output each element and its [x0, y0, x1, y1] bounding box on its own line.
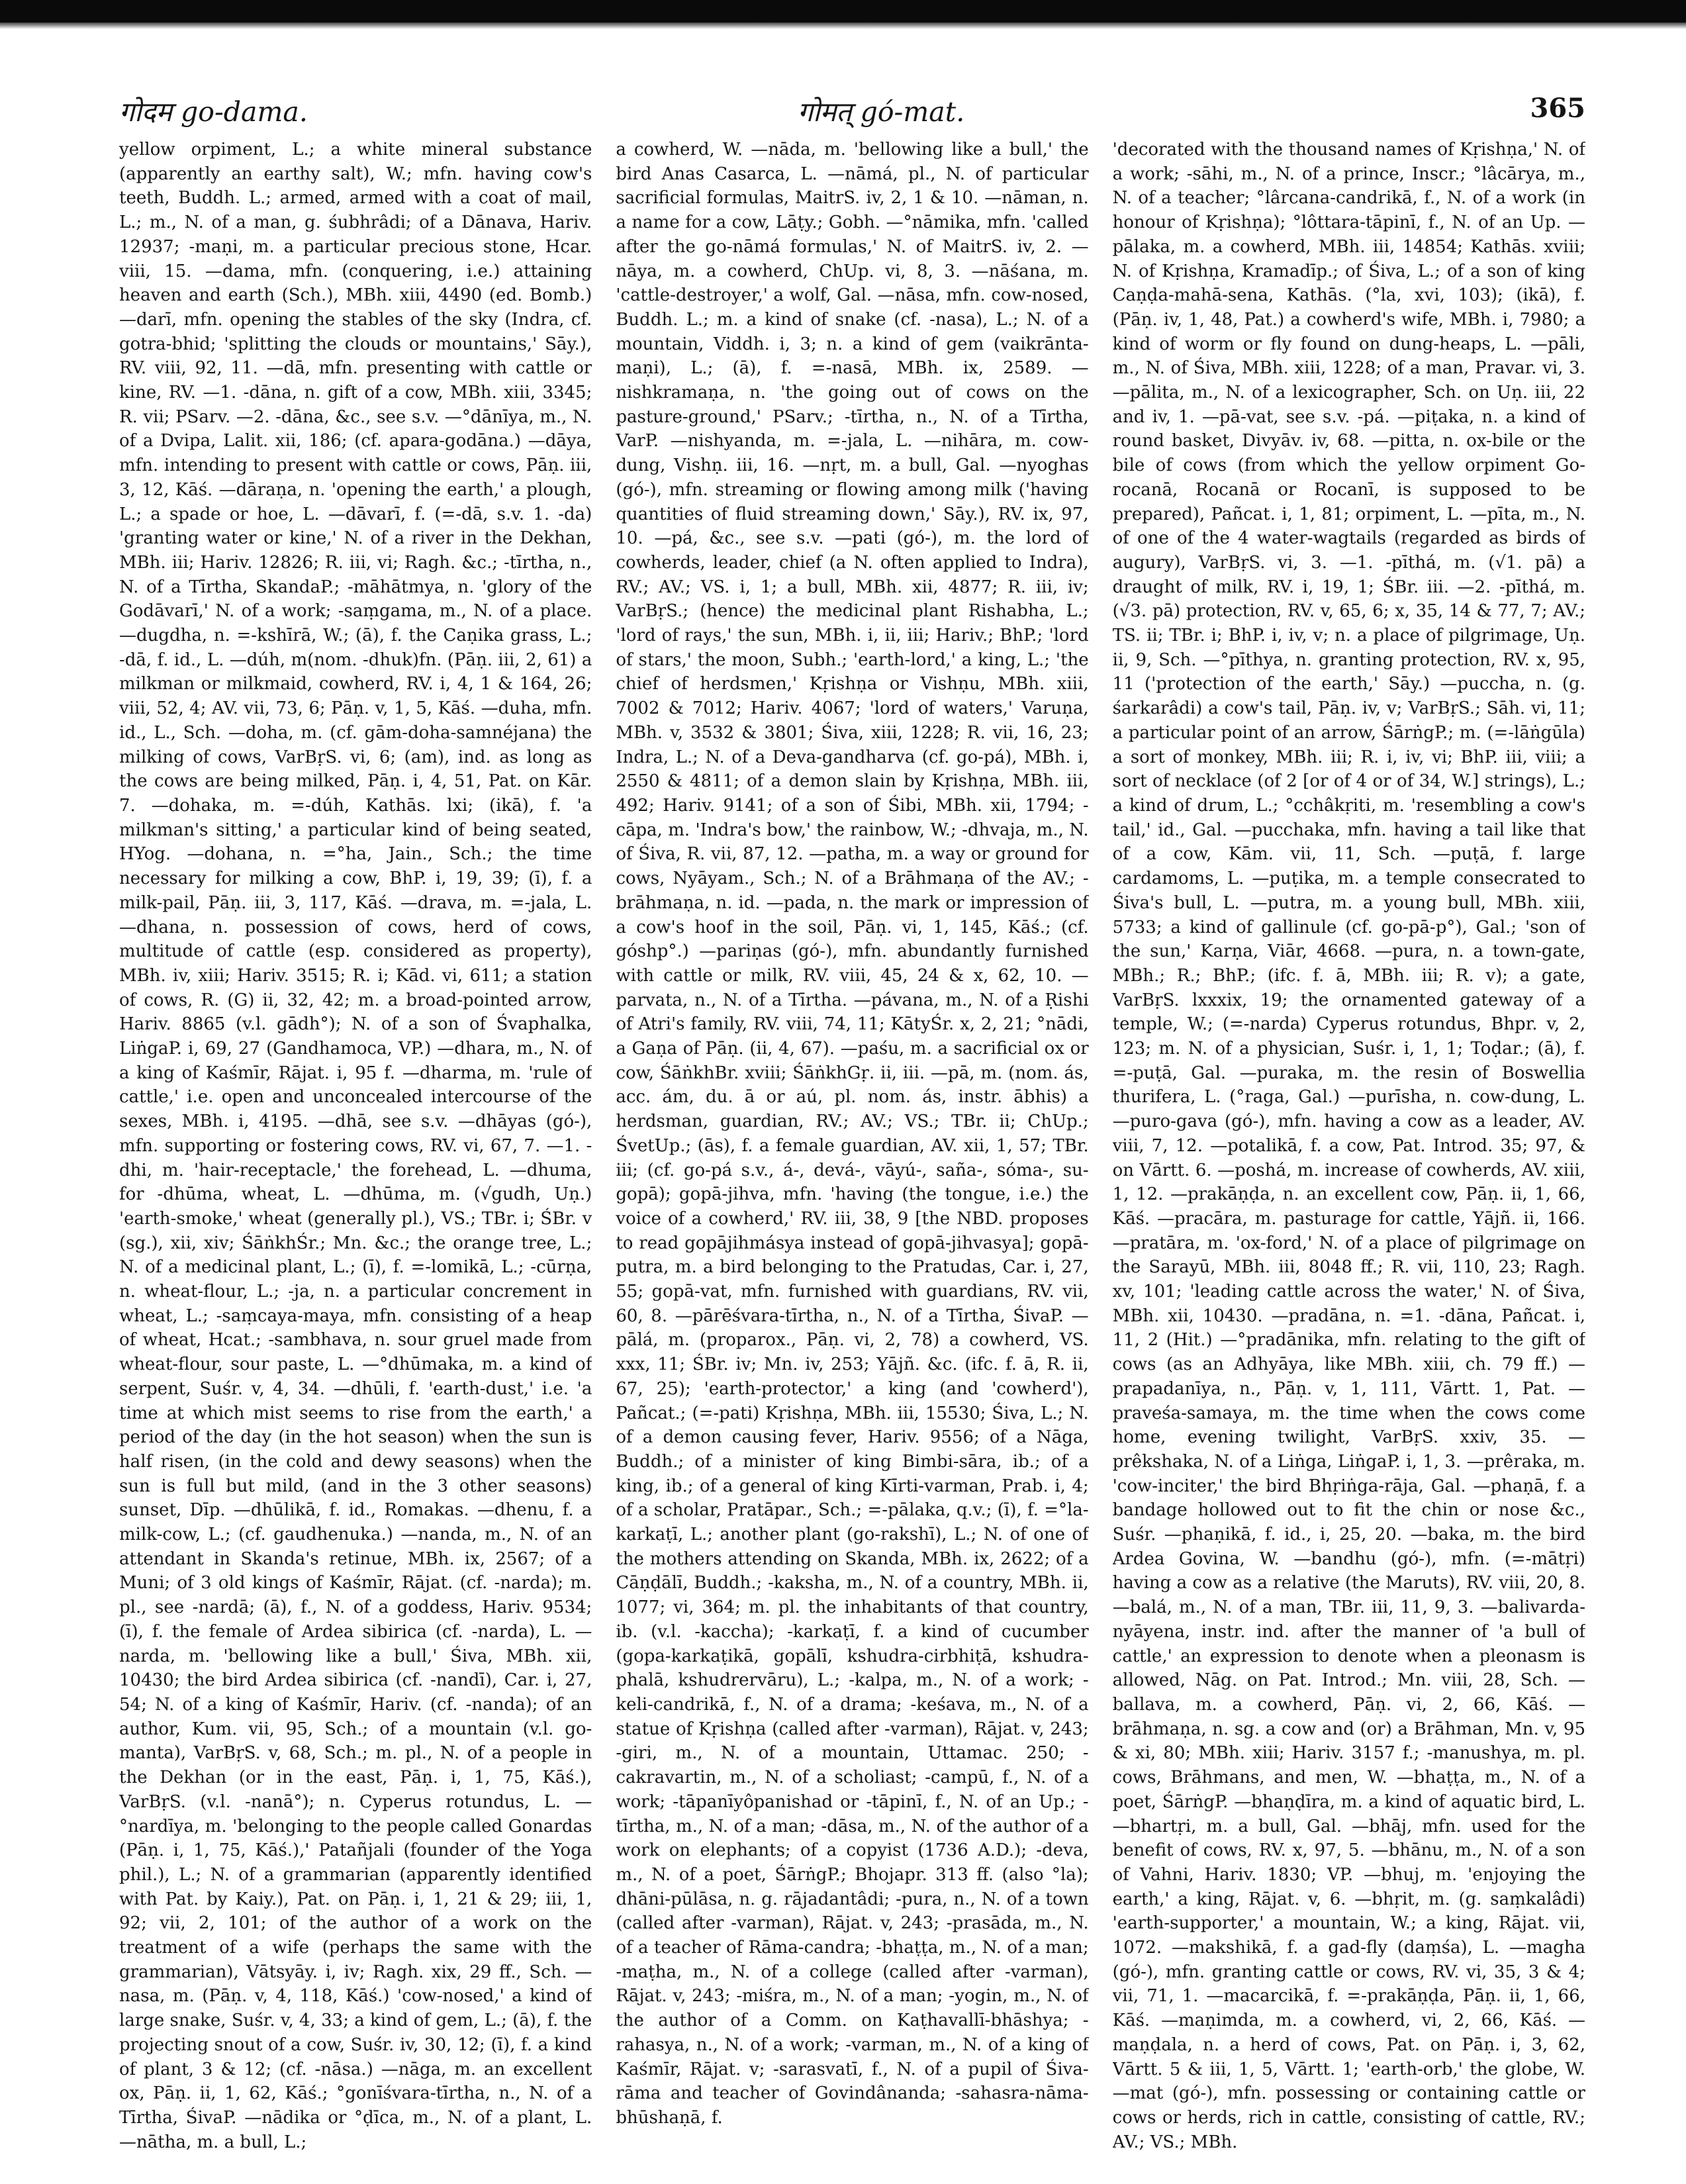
column-middle-text: a cowherd, W. —nāda, m. 'bellowing like a bull,' the bird Anas Casarca, L. —nāmá, pl., N. of particular sacrificial formulas, MaitrS. iv, 2, 1 & 10. —nāman, n. a name for a cow, Lāṭy.; Gobh. —°nāmika, mfn. 'called after the go-nāmá formulas,' N. of MaitrS. iv, 2. —nāya, m. a cowherd, ChUp. vi, 8, 3. —nāśana, m. 'cattle-destroyer,' a wolf, Gal. —nāsa, mfn. cow-nosed, Buddh. L.; m. a kind of snake (cf. -nasa), L.; N. of a mountain, Viddh. i, 3; n. a kind of gem (vaikrānta-maṇi), L.; (ā), f. =-nasā, MBh. ix, 2589. —nishkramaṇa, n. 'the going out of cows on the pasture-ground,' PSarv.; -tīrtha, n., N. of a Tīrtha, VarP. —nishyanda, m. =-jala, L. —nihāra, m. cow-dung, Vishṇ. iii, 16. —nṛt, m. a bull, Gal. —nyoghas (gó-), mfn. streaming or flowing among milk ('having quantities of fluid streaming down,' Sāy.), RV. ix, 97, 10. —pá, &c., see s.v. —pati (gó-), m. the lord of cowherds, leader, chief (a N. often applied to Indra), RV.; AV.; VS. i, 1; a bull, MBh. xii, 4877; R. iii, iv; VarBṛS.; (hence) the medicinal plant Rishabha, L.; 'lord of rays,' the sun, MBh. i, ii, iii; Hariv.; BhP.; 'lord of stars,' the moon, Subh.; 'earth-lord,' a king, L.; 'the chief of herdsmen,' Kṛishṇa or Vishṇu, MBh. xiii, 7002 & 7012; Hariv. 4067; 'lord of waters,' Varuṇa, MBh. v, 3532 & 3801; Śiva, xiii, 1228; R. vii, 16, 23; Indra, L.; N. of a Deva-gandharva (cf. go-pá), MBh. i, 2550 & 4811; of a demon slain by Kṛishṇa, MBh. iii, 492; Hariv. 9141; of a son of Śibi, MBh. xii, 1794; -cāpa, m. 'Indra's bow,' the rainbow, W.; -dhvaja, m., N. of Śiva, R. vii, 87, 12. —patha, m. a way or ground for cows, Nyāyam., Sch.; N. of a Brāhmaṇa of the AV.; -brāhmaṇa, n. id. —pada, n. the mark or impression of a cow's hoof in the soil, Pāṇ. vi, 1, 145, Kāś.; (cf. góshp°.) —pariṇas (gó-), mfn. abundantly furnished with cattle or milk, RV. viii, 45, 24 & x, 62, 10. —parvata, n., N. of a Tīrtha. —pávana, m., N. of a Ṛishi of Atri's family, RV. viii, 74, 11; KātyŚr. x, 2, 21; °nādi, a Gaṇa of Pāṇ. (ii, 4, 67). —paśu, m. a sacrificial ox or cow, ŚāṅkhBr. xviii; ŚāṅkhGṛ. ii, iii. —pā, m. (nom. ás, acc. ám, du. ā or aú, pl. nom. ás, instr. ābhis) a herdsman, guardian, RV.; AV.; VS.; TBr. ii; ChUp.; ŚvetUp.; (ās), f. a female guardian, AV. xii, 1, 57; TBr. iii; (cf. go-pá s.v., á-, devá-, vāyú-, saña-, sóma-, su-gopā); gopā-jihva, mfn. 'having (the tongue, i.e.) the voice of a cowherd,' RV. iii, 38, 9 [the NBD. proposes to read gopājihmásya instead of gopā-jihvasya]; gopā-putra, m. a bird belonging to the Pratudas, Car. i, 27, 55; gopā-vat, mfn. furnished with guardians, RV. vii, 60, 8. —pārēśvara-tīrtha, n., N. of a Tīrtha, ŚivaP. —pālá, m. (proparox., Pāṇ. vi, 2, 78) a cowherd, VS. xxx, 11; ŚBr. iv; Mn. iv, 253; Yājñ. &c. (ifc. f. ā, R. ii, 67, 25); 'earth-protector,' a king (and 'cowherd'), Pañcat.; (=-pati) Kṛishṇa, MBh. iii, 15530; Śiva, L.; N. of a demon causing fever, Hariv. 9556; of a Nāga, Buddh.; of a minister of king Bimbi-sāra, ib.; of a king, ib.; of a general of king Kīrti-varman, Prab. i, 4; of a scholar, Pratāpar., Sch.; =-pālaka, q.v.; (ī), f. =°la-karkaṭī, L.; another plant (go-rakshī), L.; N. of one of the mothers attending on Skanda, MBh. ix, 2622; of a Cāṇḍālī, Buddh.; -kaksha, m., N. of a country, MBh. ii, 1077; vi, 364; m. pl. the inhabitants of that country, ib. (v.l. -kaccha); -karkaṭī, f. a kind of cucumber (gopa-karkaṭikā, gopālī, kshudra-cirbhiṭā, kshudra-phalā, kshudrervāru), L.; -kalpa, m., N. of a work; -keli-candrikā, f., N. of a drama; -keśava, m., N. of a statue of Kṛishṇa (called after -varman), Rājat. v, 243; -giri, m., N. of a mountain, Uttamac. 250; -cakravartin, m., N. of a scholiast; -campū, f., N. of a work; -tāpanīyôpanishad or -tāpinī, f., N. of an Up.; -tīrtha, m., N. of a man; -dāsa, m., N. of the author of a work on elephants; of a copyist (1736 A.D.); -deva, m., N. of a poet, ŚārṅgP.; Bhojapr. 313 ff. (also °la); dhāni-pūlāsa, n. g. rājadantâdi; -pura, n., N. of a town (called after -varman), Rājat. v, 243; -prasāda, m., N. of a teacher of Rāma-candra; -bhaṭṭa, m., N. of a man; -maṭha, m., N. of a college (called after -varman), Rājat. v, 243; -miśra, m., N. of a man; -yogin, m., N. of the author of a Comm. on Kaṭhavallī-bhāshya; -rahasya, n., N. of a work; -varman, m., N. of a king of Kaśmīr, Rājat. v; -sarasvatī, f., N. of a pupil of Śiva-rāma and teacher of Govindânanda; -sahasra-nāma-bhūshaṇā, f. [616, 140, 1089, 2128]
column-right-text: 'decorated with the thousand names of Kṛishṇa,' N. of a work; -sāhi, m., N. of a prince, Inscr.; °lâcārya, m., N. of a teacher; °lârcana-candrikā, f., N. of a work (in honour of Kṛishṇa); °lôttara-tāpinī, f., N. of an Up. —pālaka, m. a cowherd, MBh. iii, 14854; Kathās. xviii; N. of Kṛishṇa, Kramadīp.; of Śiva, L.; of a son of king Caṇḍa-mahā-sena, Kathās. (°la, xvi, 103); (ikā), f. (Pāṇ. iv, 1, 48, Pat.) a cowherd's wife, MBh. i, 7980; a kind of worm or fly found on dung-heaps, L. —pāli, m., N. of Śiva, MBh. xiii, 1228; of a man, Pravar. vi, 3. —pālita, m., N. of a lexicographer, Sch. on Uṇ. iii, 22 and iv, 1. —pā-vat, see s.v. -pá. —piṭaka, n. a kind of round basket, Divyāv. iv, 68. —pitta, n. ox-bile or the bile of cows (from which the yellow orpiment Go-rocanā, Rocanā or Rocanī, is supposed to be prepared), Pañcat. i, 1, 81; orpiment, L. —pīta, m., N. of one of the 4 water-wagtails (regarded as birds of augury), VarBṛS. vi, 3. —1. -pīthá, m. (√1. pā) a draught of milk, RV. i, 19, 1; ŚBr. iii. —2. -pīthá, m. (√3. pā) protection, RV. v, 65, 6; x, 35, 14 & 77, 7; AV.; TS. ii; TBr. i; BhP. i, iv, v; n. a place of pilgrimage, Uṇ. ii, 9, Sch. —°pīthya, n. granting protection, RV. x, 95, 11 ('protection of the earth,' Sāy.) —puccha, n. (g. śarkarâdi) a cow's tail, Pāṇ. iv, v; VarBṛS.; Sāh. vi, 11; a particular point of an arrow, ŚārṅgP.; m. (=-lāṅgūla) a sort of monkey, MBh. iii; R. i, iv, vi; BhP. iii, viii; a sort of necklace (of 2 [or of 4 or of 34, W.] strings), L.; a kind of drum, L.; °cchâkṛiti, m. 'resembling a cow's tail,' id., Gal. —pucchaka, mfn. having a tail like that of a cow, Kām. vii, 11, Sch. —puṭā, f. large cardamoms, L. —puṭika, m. a temple consecrated to Śiva's bull, L. —putra, m. a young bull, MBh. xiii, 5733; a kind of gallinule (cf. go-pā-p°), Gal.; 'son of the sun,' Karṇa, Viār, 4668. —pura, n. a town-gate, MBh.; R.; BhP.; (ifc. f. ā, MBh. iii; R. v); a gate, VarBṛS. lxxxix, 19; the ornamented gateway of a temple, W.; (=-narda) Cyperus rotundus, Bhpr. v, 2, 123; m. N. of a physician, Suśr. i, 1, 1; Toḍar.; (ā), f. =-puṭā, Gal. —puraka, m. the resin of Boswellia thurifera, L. (°raga, Gal.) —purīsha, n. cow-dung, L. —puro-gava (gó-), mfn. having a cow as a leader, AV. viii, 7, 12. —potalikā, f. a cow, Pat. Introd. 35; 97, & on Vārtt. 6. —poshá, m. increase of cowherds, AV. xiii, 1, 12. —prakāṇḍa, n. an excellent cow, Pāṇ. ii, 1, 66, Kāś. —pracāra, m. pasturage for cattle, Yājñ. ii, 166. —pratāra, m. 'ox-ford,' N. of a place of pilgrimage on the Sarayū, MBh. iii, 8048 ff.; R. vii, 110, 23; Ragh. xv, 101; 'leading cattle across the water,' N. of Śiva, MBh. xii, 10430. —pradāna, n. =1. -dāna, Pañcat. i, 11, 2 (Hit.) —°pradānika, mfn. relating to the gift of cows (as an Adhyāya, like MBh. xiii, ch. 79 ff.) —prapadanīya, n., Pāṇ. v, 1, 111, Vārtt. 1, Pat. —praveśa-samaya, m. the time when the cows come home, evening twilight, VarBṛS. xxiv, 35. —prêkshaka, N. of a Liṅga, LiṅgaP. i, 1, 3. —prêraka, m. 'cow-inciter,' the bird Bhṛiṅga-rāja, Gal. —phaṇā, f. a bandage hollowed out to fit the chin or nose &c., Suśr. —phaṇikā, f. id., i, 25, 20. —baka, m. the bird Ardea Govina, W. —bandhu (gó-), mfn. (=-mātṛi) having a cow as a relative (the Maruts), RV. viii, 20, 8. —balá, m., N. of a man, TBr. iii, 11, 9, 3. —balivarda-nyāyena, instr. ind. after the manner of 'a bull of cattle,' an expression to denote when a pleonasm is allowed, Nāg. on Pat. Introd.; Mn. viii, 28, Sch. —ballava, m. a cowherd, Pāṇ. vi, 2, 66, Kāś. —brāhmaṇa, n. sg. a cow and (or) a Brāhman, Mn. v, 95 & xi, 80; MBh. xiii; Hariv. 3157 f.; -manushya, m. pl. cows, Brāhmans, and men, W. —bhaṭṭa, m., N. of a poet, ŚārṅgP. —bhaṇḍīra, m. a kind of aquatic bird, L. —bhartṛi, m. a bull, Gal. —bhāj, mfn. used for the benefit of cows, RV. x, 97, 5. —bhānu, m., N. of a son of Vahni, Hariv. 1830; VP. —bhuj, m. 'enjoying the earth,' a king, Rājat. v, 6. —bhṛit, m. (g. saṃkalâdi) 'earth-supporter,' a mountain, W.; a king, Rājat. vii, 1072. —makshikā, f. a gad-fly (daṃśa), L. —magha (gó-), mfn. granting cattle or cows, RV. vi, 35, 3 & 4; vii, 71, 1. —macarcikā, f. =-prakāṇḍa, Pāṇ. ii, 1, 66, Kāś. —maṇimda, m. a cowherd, vi, 2, 66, Kāś. —maṇḍala, n. a herd of cows, Pat. on Pāṇ. i, 3, 62, Vārtt. 5 & iii, 1, 5, Vārtt. 1; 'earth-orb,' the globe, W. —mat (gó-), mfn. possessing or containing cattle or cows or herds, rich in cattle, consisting of cattle, RV.; AV.; VS.; MBh. [1112, 140, 1585, 2152]
scan-top-border [0, 0, 1686, 23]
dictionary-page-body [119, 138, 1585, 2163]
scan-top-shadow [0, 23, 1686, 29]
header-center-guide-word: गोमत् gó-mat. [798, 96, 965, 128]
dictionary-column-middle [616, 138, 1088, 2163]
page-number: 365 [1530, 93, 1585, 124]
page-header [0, 93, 1686, 132]
header-left-guide-word: गोदम go-dama. [119, 96, 308, 128]
column-left-text: yellow orpiment, L.; a white mineral substance (apparently an earthy salt), W.; mfn. having cow's teeth, Buddh. L.; armed, armed with a coat of mail, L.; m., N. of a man, g. śubhrâdi; of a Dānava, Hariv. 12937; -maṇi, m. a particular precious stone, Hcar. viii, 15. —dama, mfn. (conquering, i.e.) attaining heaven and earth (Sch.), MBh. xiii, 4490 (ed. Bomb.) —darī, mfn. opening the stables of the sky (Indra, cf. gotra-bhid; 'splitting the clouds or mountains,' Sāy.), RV. viii, 92, 11. —dā, mfn. presenting with cattle or kine, RV. —1. -dāna, n. gift of a cow, MBh. xiii, 3345; R. vii; PSarv. —2. -dāna, &c., see s.v. —°dānīya, m., N. of a Dvipa, Lalit. xii, 186; (cf. apara-godāna.) —dāya, mfn. intending to present with cattle or cows, Pāṇ. iii, 3, 12, Kāś. —dāraṇa, n. 'opening the earth,' a plough, L.; a spade or hoe, L. —dāvarī, f. (=-dā, s.v. 1. -da) 'granting water or kine,' N. of a river in the Dekhan, MBh. iii; Hariv. 12826; R. iii, vi; Ragh. &c.; -tīrtha, n., N. of a Tīrtha, SkandaP.; -māhātmya, n. 'glory of the Godāvarī,' N. of a work; -saṃgama, m., N. of a place. —dugdha, n. =-kshīrā, W.; (ā), f. the Caṇika grass, L.; -dā, f. id., L. —dúh, m(nom. -dhuk)fn. (Pāṇ. iii, 2, 61) a milkman or milkmaid, cowherd, RV. i, 4, 1 & 164, 26; viii, 52, 4; AV. vii, 73, 6; Pāṇ. v, 1, 5, Kāś. —duha, mfn. id., L., Sch. —doha, m. (cf. gām-doha-samnéjana) the milking of cows, VarBṛS. vi, 6; (am), ind. as long as the cows are being milked, Pāṇ. i, 4, 51, Pat. on Kār. 7. —dohaka, m. =-dúh, Kathās. lxi; (ikā), f. 'a milkman's sitting,' a particular kind of being seated, HYog. —dohana, n. =°ha, Jain., Sch.; the time necessary for milking a cow, BhP. i, 19, 39; (ī), f. a milk-pail, Pāṇ. iii, 3, 117, Kāś. —drava, m. =-jala, L. —dhana, n. possession of cows, herd of cows, multitude of cattle (esp. considered as property), MBh. iv, xiii; Hariv. 3515; R. i; Kād. vi, 611; a station of cows, R. (G) ii, 32, 42; m. a broad-pointed arrow, Hariv. 8865 (v.l. gādh°); N. of a son of Śvaphalka, LiṅgaP. i, 69, 27 (Gandhamoca, VP.) —dhara, m., N. of a king of Kaśmīr, Rājat. i, 95 f. —dharma, m. 'rule of cattle,' i.e. open and unconcealed intercourse of the sexes, MBh. i, 4195. —dhā, see s.v. —dhāyas (gó-), mfn. supporting or fostering cows, RV. vi, 67, 7. —1. -dhi, m. 'hair-receptacle,' the forehead, L. —dhuma, for -dhūma, wheat, L. —dhūma, m. (√gudh, Uṇ.) 'earth-smoke,' wheat (generally pl.), VS.; TBr. i; ŚBr. v (sg.), xii, xiv; ŚāṅkhŚr.; Mn. &c.; the orange tree, L.; N. of a medicinal plant, L.; (ī), f. =-lomikā, L.; -cūrṇa, n. wheat-flour, L.; -ja, n. a particular concrement in wheat, L.; -saṃcaya-maya, mfn. consisting of a heap of wheat, Hcat.; -sambhava, n. sour gruel made from wheat-flour, sour paste, L. —°dhūmaka, m. a kind of serpent, Suśr. v, 4, 34. —dhūli, f. 'earth-dust,' i.e. 'a time at which mist seems to rise from the earth,' a period of the day (in the hot season) when the sun is half risen, (in the cold and dewy seasons) when the sun is full but mild, (and in the 3 other seasons) sunset, Dīp. —dhūlikā, f. id., Romakas. —dhenu, f. a milk-cow, L.; (cf. gaudhenuka.) —nanda, m., N. of an attendant in Skanda's retinue, MBh. ix, 2567; of a Muni; of 3 old kings of Kaśmīr, Rājat. (cf. -narda); m. pl., see -nardā; (ā), f., N. of a goddess, Hariv. 9534; (ī), f. the female of Ardea sibirica (cf. -narda), L. —narda, m. 'bellowing like a bull,' Śiva, MBh. xii, 10430; the bird Ardea sibirica (cf. -nandī), Car. i, 27, 54; N. of a king of Kaśmīr, Hariv. (cf. -nanda); of an author, Kum. vii, 95, Sch.; of a mountain (v.l. go-manta), VarBṛS. v, 68, Sch.; m. pl., N. of a people in the Dekhan (or in the east, Pāṇ. i, 1, 75, Kāś.), VarBṛS. (v.l. -nanā°); n. Cyperus rotundus, L. —°nardīya, m. 'belonging to the people called Gonardas (Pāṇ. i, 1, 75, Kāś.),' Patañjali (founder of the Yoga phil.), L.; N. of a grammarian (apparently identified with Pat. by Kaiy.), Pat. on Pāṇ. i, 1, 21 & 29; iii, 1, 92; vii, 2, 101; of the author of a work on the treatment of a wife (perhaps the same with the grammarian), Vātsyāy. i, iv; Ragh. xix, 29 ff., Sch. —nasa, m. (Pāṇ. v, 4, 118, Kāś.) 'cow-nosed,' a kind of large snake, Suśr. v, 4, 33; a kind of gem, L.; (ā), f. the projecting snout of a cow, Suśr. iv, 30, 12; (ī), f. a kind of plant, 3 & 12; (cf. -nāsa.) —nāga, m. an excellent ox, Pāṇ. ii, 1, 62, Kāś.; °gonīśvara-tīrtha, n., N. of a Tīrtha, ŚivaP. —nādika or °ḍīca, m., N. of a plant, L. —nātha, m. a bull, L.; [119, 140, 592, 2152]
dictionary-column-left [119, 138, 592, 2163]
dictionary-column-right [1113, 138, 1585, 2163]
